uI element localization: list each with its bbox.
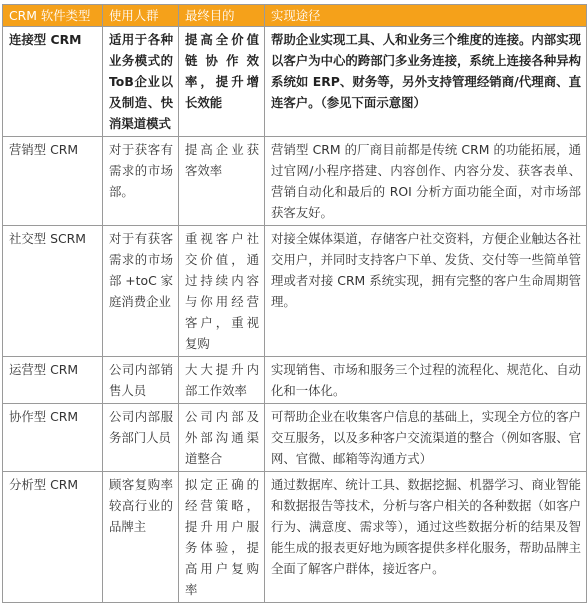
cell-crm-type: 社交型 SCRM: [3, 226, 103, 357]
cell-users: 公司内部销售人员: [103, 357, 179, 404]
cell-users: 公司内部服务部门人员: [103, 404, 179, 472]
cell-approach: 对接全媒体渠道，存储客户社交资料，方便企业触达各社交用户，并同时支持客户下单、发货、交付等一些简单管理或者对接 CRM 系统实现，拥有完整的客户生命周期管理。: [265, 226, 587, 357]
header-crm-type: CRM 软件类型: [3, 5, 103, 27]
cell-goal: 大大提升内部工作效率: [179, 357, 265, 404]
cell-crm-type: 运营型 CRM: [3, 357, 103, 404]
cell-goal: 提高全价值链协作效率，提升增长效能: [179, 27, 265, 137]
cell-users: 顾客复购率较高行业的品牌主: [103, 472, 179, 603]
cell-crm-type: 分析型 CRM: [3, 472, 103, 603]
cell-crm-type: 营销型 CRM: [3, 137, 103, 226]
table-row: [3, 137, 587, 226]
crm-comparison-table: [2, 4, 587, 603]
header-goal: 最终目的: [179, 5, 265, 27]
cell-goal: 拟定正确的经营策略，提升用户服务体验，提高用户复购率: [179, 472, 265, 603]
header-users: 使用人群: [103, 5, 179, 27]
table-row: [3, 472, 587, 603]
cell-approach: 通过数据库、统计工具、数据挖掘、机器学习、商业智能和数据报告等技术，分析与客户相关的各种数据（如客户行为、满意度、需求等），通过这些数据分析的结果及智能生成的报表更好地为顾客提供多样化服务，帮助品牌主全面了解客户群体，接近客户。: [265, 472, 587, 603]
cell-goal: 重视客户社交价值，通过持续内容与你用经营客户，重视复购: [179, 226, 265, 357]
table-row: [3, 27, 587, 137]
cell-approach: 营销型 CRM 的厂商目前都是传统 CRM 的功能拓展，通过官网/小程序搭建、内容创作、内容分发、获客表单、营销自动化和最后的 ROI 分析方面功能全面，对市场部获客友好。: [265, 137, 587, 226]
cell-approach: 帮助企业实现工具、人和业务三个维度的连接。内部实现以客户为中心的跨部门多业务连接，系统上连接各种异构系统如 ERP、财务等，另外支持管理经销商/代理商、直连客户。（参见下面示意图）: [265, 27, 587, 137]
cell-approach: 可帮助企业在收集客户信息的基础上，实现全方位的客户交互服务，以及多种客户交流渠道的整合（例如客服、官网、官微、邮箱等沟通方式）: [265, 404, 587, 472]
cell-goal: 提高企业获客效率: [179, 137, 265, 226]
table-row: [3, 404, 587, 472]
cell-users: 对于获客有需求的市场部。: [103, 137, 179, 226]
cell-users: 对于有获客需求的市场部+toC家庭消费企业: [103, 226, 179, 357]
cell-users: 适用于各种业务模式的ToB企业以及制造、快消渠道模式: [103, 27, 179, 137]
cell-crm-type: 连接型 CRM: [3, 27, 103, 137]
table-row: [3, 226, 587, 357]
table-row: [3, 357, 587, 404]
header-approach: 实现途径: [265, 5, 587, 27]
cell-goal: 公司内部及外部沟通渠道整合: [179, 404, 265, 472]
cell-crm-type: 协作型 CRM: [3, 404, 103, 472]
cell-approach: 实现销售、市场和服务三个过程的流程化、规范化、自动化和一体化。: [265, 357, 587, 404]
table-header-row: [3, 5, 587, 27]
